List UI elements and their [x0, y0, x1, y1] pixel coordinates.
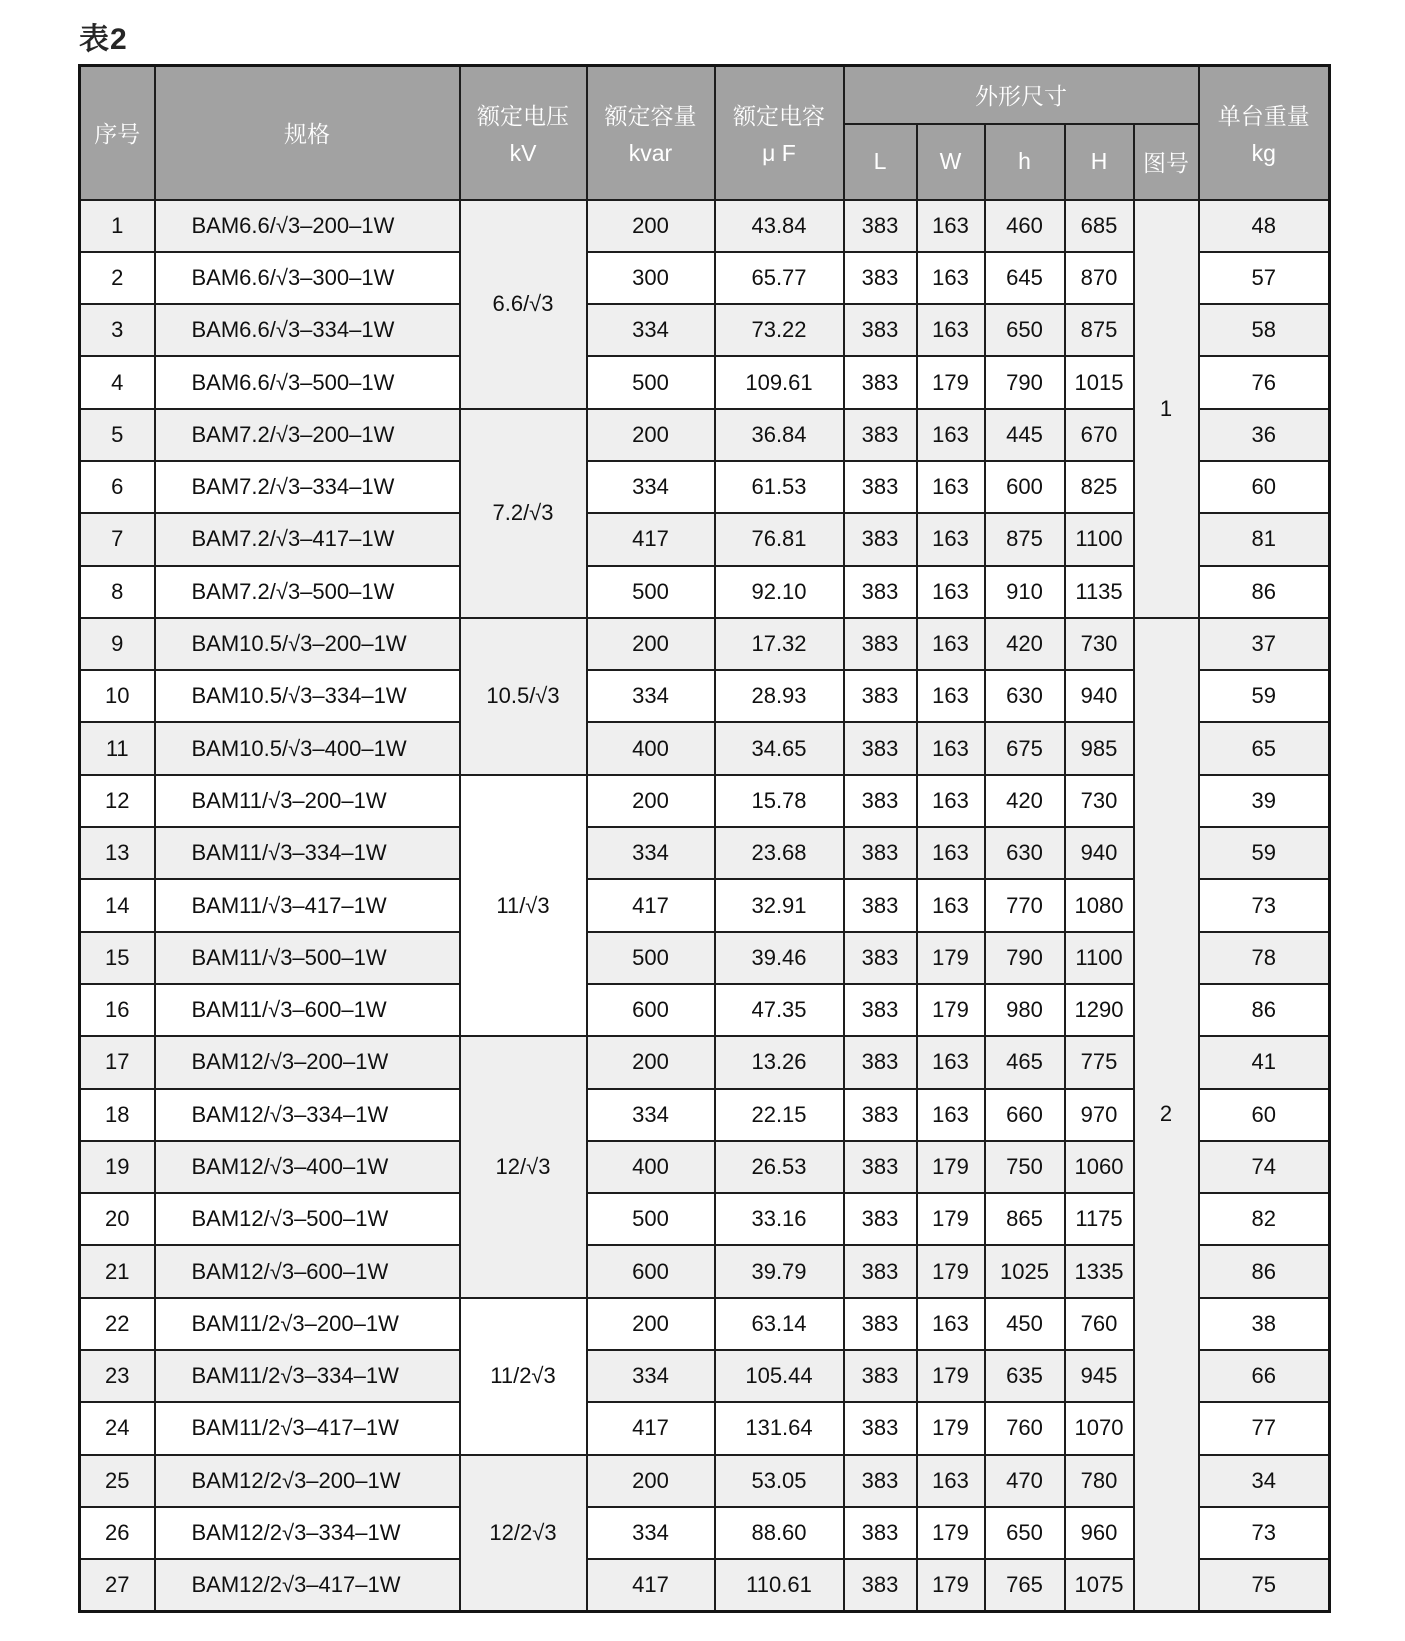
capacity-cell: 200 — [587, 409, 715, 461]
capacity-cell: 200 — [587, 1455, 715, 1507]
dim-w-cell: 179 — [917, 1559, 985, 1611]
dim-w-cell: 163 — [917, 304, 985, 356]
dim-h-big-cell: 685 — [1065, 200, 1134, 252]
dim-h-small-cell: 420 — [985, 618, 1065, 670]
dim-l-cell: 383 — [844, 1402, 917, 1454]
dim-h-small-cell: 910 — [985, 566, 1065, 618]
capacity-cell: 417 — [587, 1559, 715, 1611]
spec-cell: BAM6.6/√3–200–1W — [155, 200, 460, 252]
dim-h-big-cell: 970 — [1065, 1089, 1134, 1141]
serial-cell: 8 — [80, 566, 155, 618]
dim-w-cell: 163 — [917, 461, 985, 513]
dim-w-cell: 163 — [917, 200, 985, 252]
spec-cell: BAM11/√3–200–1W — [155, 775, 460, 827]
weight-cell: 48 — [1199, 200, 1330, 252]
capacitance-cell: 61.53 — [715, 461, 844, 513]
dim-w-cell: 163 — [917, 1298, 985, 1350]
weight-cell: 60 — [1199, 1089, 1330, 1141]
dim-h-small-cell: 650 — [985, 1507, 1065, 1559]
dim-w-cell: 179 — [917, 1507, 985, 1559]
serial-cell: 6 — [80, 461, 155, 513]
weight-cell: 59 — [1199, 827, 1330, 879]
dim-l-cell: 383 — [844, 932, 917, 984]
serial-cell: 3 — [80, 304, 155, 356]
weight-cell: 58 — [1199, 304, 1330, 356]
spec-cell: BAM12/√3–200–1W — [155, 1036, 460, 1088]
weight-cell: 86 — [1199, 566, 1330, 618]
capacitance-cell: 131.64 — [715, 1402, 844, 1454]
dim-l-cell: 383 — [844, 304, 917, 356]
dim-w-cell: 163 — [917, 722, 985, 774]
dim-h-small-cell: 865 — [985, 1193, 1065, 1245]
capacitance-cell: 32.91 — [715, 879, 844, 931]
serial-cell: 18 — [80, 1089, 155, 1141]
spec-cell: BAM11/2√3–200–1W — [155, 1298, 460, 1350]
figure-no-cell: 2 — [1134, 618, 1199, 1612]
dim-w-cell: 179 — [917, 932, 985, 984]
header-rated-voltage-label: 额定电压 — [477, 103, 569, 130]
dim-l-cell: 383 — [844, 566, 917, 618]
capacity-cell: 500 — [587, 932, 715, 984]
header-dim-h-small: h — [985, 124, 1065, 200]
spec-cell: BAM12/√3–600–1W — [155, 1245, 460, 1297]
header-dim-h-big: H — [1065, 124, 1134, 200]
capacity-cell: 334 — [587, 1507, 715, 1559]
serial-cell: 15 — [80, 932, 155, 984]
spec-cell: BAM11/2√3–417–1W — [155, 1402, 460, 1454]
header-unit-weight-unit: kg — [1251, 140, 1276, 167]
dim-h-big-cell: 960 — [1065, 1507, 1134, 1559]
dim-l-cell: 383 — [844, 200, 917, 252]
dim-l-cell: 383 — [844, 252, 917, 304]
dim-w-cell: 163 — [917, 566, 985, 618]
spec-cell: BAM11/√3–417–1W — [155, 879, 460, 931]
capacitance-cell: 109.61 — [715, 356, 844, 408]
dim-l-cell: 383 — [844, 1455, 917, 1507]
capacity-cell: 334 — [587, 1089, 715, 1141]
serial-cell: 11 — [80, 722, 155, 774]
spec-cell: BAM10.5/√3–334–1W — [155, 670, 460, 722]
dim-h-big-cell: 1080 — [1065, 879, 1134, 931]
weight-cell: 60 — [1199, 461, 1330, 513]
dim-h-small-cell: 600 — [985, 461, 1065, 513]
capacitance-cell: 65.77 — [715, 252, 844, 304]
serial-cell: 5 — [80, 409, 155, 461]
dim-h-big-cell: 1100 — [1065, 513, 1134, 565]
spec-cell: BAM11/√3–334–1W — [155, 827, 460, 879]
dim-l-cell: 383 — [844, 1141, 917, 1193]
capacity-cell: 200 — [587, 1298, 715, 1350]
voltage-cell: 12/√3 — [460, 1036, 587, 1297]
dim-l-cell: 383 — [844, 1298, 917, 1350]
dim-h-small-cell: 420 — [985, 775, 1065, 827]
weight-cell: 36 — [1199, 409, 1330, 461]
spec-cell: BAM12/2√3–334–1W — [155, 1507, 460, 1559]
dim-w-cell: 179 — [917, 1245, 985, 1297]
header-unit-weight — [1199, 66, 1330, 200]
serial-cell: 2 — [80, 252, 155, 304]
serial-cell: 26 — [80, 1507, 155, 1559]
dim-h-big-cell: 1175 — [1065, 1193, 1134, 1245]
header-unit-weight-label: 单台重量 — [1217, 103, 1310, 130]
dim-h-small-cell: 770 — [985, 879, 1065, 931]
dim-w-cell: 179 — [917, 1350, 985, 1402]
spec-cell: BAM10.5/√3–400–1W — [155, 722, 460, 774]
spec-cell: BAM7.2/√3–417–1W — [155, 513, 460, 565]
voltage-cell: 6.6/√3 — [460, 200, 587, 409]
dim-h-big-cell: 1075 — [1065, 1559, 1134, 1611]
serial-cell: 23 — [80, 1350, 155, 1402]
dim-h-small-cell: 470 — [985, 1455, 1065, 1507]
dim-h-small-cell: 980 — [985, 984, 1065, 1036]
spec-cell: BAM7.2/√3–334–1W — [155, 461, 460, 513]
dim-w-cell: 179 — [917, 1402, 985, 1454]
capacitance-cell: 88.60 — [715, 1507, 844, 1559]
header-serial: 序号 — [80, 66, 155, 200]
dim-h-big-cell: 825 — [1065, 461, 1134, 513]
weight-cell: 37 — [1199, 618, 1330, 670]
dim-l-cell: 383 — [844, 879, 917, 931]
dim-h-big-cell: 940 — [1065, 670, 1134, 722]
dim-h-big-cell: 730 — [1065, 618, 1134, 670]
capacity-cell: 200 — [587, 1036, 715, 1088]
capacitance-cell: 15.78 — [715, 775, 844, 827]
header-figure-no: 图号 — [1134, 124, 1199, 200]
dim-w-cell: 179 — [917, 1193, 985, 1245]
capacitance-cell: 33.16 — [715, 1193, 844, 1245]
dim-h-small-cell: 765 — [985, 1559, 1065, 1611]
weight-cell: 82 — [1199, 1193, 1330, 1245]
capacitance-cell: 22.15 — [715, 1089, 844, 1141]
dim-w-cell: 163 — [917, 775, 985, 827]
capacity-cell: 334 — [587, 827, 715, 879]
dim-l-cell: 383 — [844, 984, 917, 1036]
header-rated-voltage-unit: kV — [509, 140, 537, 167]
header-rated-capacitance-unit: μ F — [762, 140, 796, 167]
serial-cell: 27 — [80, 1559, 155, 1611]
dim-l-cell: 383 — [844, 1350, 917, 1402]
spec-cell: BAM12/2√3–200–1W — [155, 1455, 460, 1507]
spec-cell: BAM7.2/√3–200–1W — [155, 409, 460, 461]
serial-cell: 25 — [80, 1455, 155, 1507]
serial-cell: 10 — [80, 670, 155, 722]
capacitance-cell: 43.84 — [715, 200, 844, 252]
weight-cell: 73 — [1199, 879, 1330, 931]
header-rated-capacity-label: 额定容量 — [604, 103, 697, 130]
voltage-cell: 11/√3 — [460, 775, 587, 1036]
capacity-cell: 417 — [587, 513, 715, 565]
dim-l-cell: 383 — [844, 1507, 917, 1559]
header-dimensions: 外形尺寸 — [844, 66, 1199, 124]
table-body — [80, 200, 1330, 1612]
dim-w-cell: 179 — [917, 356, 985, 408]
dim-w-cell: 163 — [917, 1455, 985, 1507]
capacitance-cell: 17.32 — [715, 618, 844, 670]
serial-cell: 9 — [80, 618, 155, 670]
capacitance-cell: 92.10 — [715, 566, 844, 618]
dim-h-big-cell: 940 — [1065, 827, 1134, 879]
spec-cell: BAM11/√3–500–1W — [155, 932, 460, 984]
dim-w-cell: 163 — [917, 513, 985, 565]
dim-h-small-cell: 1025 — [985, 1245, 1065, 1297]
capacity-cell: 500 — [587, 356, 715, 408]
header-rated-capacitance — [715, 66, 844, 200]
dim-l-cell: 383 — [844, 1193, 917, 1245]
weight-cell: 38 — [1199, 1298, 1330, 1350]
serial-cell: 12 — [80, 775, 155, 827]
voltage-cell: 11/2√3 — [460, 1298, 587, 1455]
dim-h-small-cell: 460 — [985, 200, 1065, 252]
weight-cell: 75 — [1199, 1559, 1330, 1611]
serial-cell: 16 — [80, 984, 155, 1036]
header-rated-voltage — [460, 66, 587, 200]
figure-no-cell: 1 — [1134, 200, 1199, 618]
spec-cell: BAM6.6/√3–300–1W — [155, 252, 460, 304]
dim-h-big-cell: 945 — [1065, 1350, 1134, 1402]
dim-l-cell: 383 — [844, 409, 917, 461]
spec-cell: BAM12/√3–500–1W — [155, 1193, 460, 1245]
capacity-cell: 334 — [587, 304, 715, 356]
serial-cell: 4 — [80, 356, 155, 408]
capacitance-cell: 39.79 — [715, 1245, 844, 1297]
header-dim-w: W — [917, 124, 985, 200]
weight-cell: 81 — [1199, 513, 1330, 565]
dim-h-big-cell: 1290 — [1065, 984, 1134, 1036]
capacitance-cell: 110.61 — [715, 1559, 844, 1611]
weight-cell: 77 — [1199, 1402, 1330, 1454]
dim-h-small-cell: 645 — [985, 252, 1065, 304]
dim-h-small-cell: 650 — [985, 304, 1065, 356]
serial-cell: 14 — [80, 879, 155, 931]
capacity-cell: 200 — [587, 200, 715, 252]
dim-h-small-cell: 875 — [985, 513, 1065, 565]
serial-cell: 21 — [80, 1245, 155, 1297]
dim-h-small-cell: 465 — [985, 1036, 1065, 1088]
dim-h-small-cell: 750 — [985, 1141, 1065, 1193]
dim-h-big-cell: 870 — [1065, 252, 1134, 304]
dim-w-cell: 163 — [917, 1089, 985, 1141]
serial-cell: 1 — [80, 200, 155, 252]
header-dim-l: L — [844, 124, 917, 200]
capacity-cell: 334 — [587, 670, 715, 722]
dim-w-cell: 163 — [917, 1036, 985, 1088]
dim-h-small-cell: 675 — [985, 722, 1065, 774]
dim-h-big-cell: 670 — [1065, 409, 1134, 461]
dim-h-small-cell: 790 — [985, 932, 1065, 984]
dim-l-cell: 383 — [844, 513, 917, 565]
capacity-cell: 200 — [587, 775, 715, 827]
weight-cell: 86 — [1199, 1245, 1330, 1297]
capacitance-cell: 47.35 — [715, 984, 844, 1036]
capacitance-cell: 36.84 — [715, 409, 844, 461]
dim-h-big-cell: 1100 — [1065, 932, 1134, 984]
dim-l-cell: 383 — [844, 1089, 917, 1141]
capacity-cell: 600 — [587, 984, 715, 1036]
capacity-cell: 417 — [587, 879, 715, 931]
page-title: 表2 — [79, 23, 128, 56]
serial-cell: 24 — [80, 1402, 155, 1454]
dim-h-big-cell: 730 — [1065, 775, 1134, 827]
spec-cell: BAM12/2√3–417–1W — [155, 1559, 460, 1611]
dim-h-big-cell: 1060 — [1065, 1141, 1134, 1193]
dim-h-small-cell: 660 — [985, 1089, 1065, 1141]
dim-h-small-cell: 630 — [985, 827, 1065, 879]
dim-w-cell: 179 — [917, 984, 985, 1036]
spec-table — [78, 64, 1331, 1613]
dim-w-cell: 163 — [917, 409, 985, 461]
dim-l-cell: 383 — [844, 618, 917, 670]
capacitance-cell: 76.81 — [715, 513, 844, 565]
dim-w-cell: 179 — [917, 1141, 985, 1193]
weight-cell: 59 — [1199, 670, 1330, 722]
dim-w-cell: 163 — [917, 827, 985, 879]
header-rated-capacity — [587, 66, 715, 200]
spec-cell: BAM12/√3–400–1W — [155, 1141, 460, 1193]
dim-h-big-cell: 1070 — [1065, 1402, 1134, 1454]
spec-cell: BAM11/√3–600–1W — [155, 984, 460, 1036]
capacitance-cell: 13.26 — [715, 1036, 844, 1088]
dim-w-cell: 163 — [917, 618, 985, 670]
dim-l-cell: 383 — [844, 827, 917, 879]
capacitance-cell: 28.93 — [715, 670, 844, 722]
capacity-cell: 334 — [587, 461, 715, 513]
capacitance-cell: 26.53 — [715, 1141, 844, 1193]
serial-cell: 22 — [80, 1298, 155, 1350]
dim-w-cell: 163 — [917, 879, 985, 931]
dim-h-small-cell: 635 — [985, 1350, 1065, 1402]
header-rated-capacitance-label: 额定电容 — [733, 103, 825, 130]
weight-cell: 74 — [1199, 1141, 1330, 1193]
header-rated-capacity-unit: kvar — [628, 140, 673, 167]
spec-cell: BAM11/2√3–334–1W — [155, 1350, 460, 1402]
weight-cell: 86 — [1199, 984, 1330, 1036]
spec-cell: BAM6.6/√3–334–1W — [155, 304, 460, 356]
serial-cell: 19 — [80, 1141, 155, 1193]
spec-cell: BAM7.2/√3–500–1W — [155, 566, 460, 618]
weight-cell: 78 — [1199, 932, 1330, 984]
capacitance-cell: 63.14 — [715, 1298, 844, 1350]
spec-cell: BAM12/√3–334–1W — [155, 1089, 460, 1141]
serial-cell: 20 — [80, 1193, 155, 1245]
weight-cell: 34 — [1199, 1455, 1330, 1507]
capacitance-cell: 53.05 — [715, 1455, 844, 1507]
spec-cell: BAM6.6/√3–500–1W — [155, 356, 460, 408]
dim-h-big-cell: 1335 — [1065, 1245, 1134, 1297]
weight-cell: 76 — [1199, 356, 1330, 408]
capacitance-cell: 34.65 — [715, 722, 844, 774]
weight-cell: 65 — [1199, 722, 1330, 774]
capacity-cell: 300 — [587, 252, 715, 304]
dim-h-small-cell: 450 — [985, 1298, 1065, 1350]
dim-h-big-cell: 1015 — [1065, 356, 1134, 408]
weight-cell: 39 — [1199, 775, 1330, 827]
serial-cell: 17 — [80, 1036, 155, 1088]
serial-cell: 13 — [80, 827, 155, 879]
dim-l-cell: 383 — [844, 1245, 917, 1297]
voltage-cell: 7.2/√3 — [460, 409, 587, 618]
capacity-cell: 200 — [587, 618, 715, 670]
weight-cell: 66 — [1199, 1350, 1330, 1402]
dim-l-cell: 383 — [844, 1559, 917, 1611]
capacity-cell: 500 — [587, 1193, 715, 1245]
dim-h-big-cell: 1135 — [1065, 566, 1134, 618]
capacity-cell: 400 — [587, 1141, 715, 1193]
dim-l-cell: 383 — [844, 775, 917, 827]
table-row — [80, 618, 1330, 670]
dim-w-cell: 163 — [917, 670, 985, 722]
capacity-cell: 417 — [587, 1402, 715, 1454]
capacity-cell: 600 — [587, 1245, 715, 1297]
weight-cell: 41 — [1199, 1036, 1330, 1088]
weight-cell: 57 — [1199, 252, 1330, 304]
dim-h-small-cell: 790 — [985, 356, 1065, 408]
dim-l-cell: 383 — [844, 356, 917, 408]
voltage-cell: 12/2√3 — [460, 1455, 587, 1612]
dim-h-big-cell: 760 — [1065, 1298, 1134, 1350]
dim-h-small-cell: 630 — [985, 670, 1065, 722]
table-header — [80, 66, 1330, 200]
voltage-cell: 10.5/√3 — [460, 618, 587, 775]
dim-l-cell: 383 — [844, 461, 917, 513]
weight-cell: 73 — [1199, 1507, 1330, 1559]
dim-w-cell: 163 — [917, 252, 985, 304]
spec-cell: BAM10.5/√3–200–1W — [155, 618, 460, 670]
dim-h-small-cell: 760 — [985, 1402, 1065, 1454]
capacitance-cell: 39.46 — [715, 932, 844, 984]
capacitance-cell: 23.68 — [715, 827, 844, 879]
dim-l-cell: 383 — [844, 1036, 917, 1088]
dim-h-big-cell: 775 — [1065, 1036, 1134, 1088]
capacitance-cell: 105.44 — [715, 1350, 844, 1402]
capacitance-cell: 73.22 — [715, 304, 844, 356]
table-row — [80, 200, 1330, 252]
serial-cell: 7 — [80, 513, 155, 565]
capacity-cell: 400 — [587, 722, 715, 774]
capacity-cell: 334 — [587, 1350, 715, 1402]
dim-h-big-cell: 780 — [1065, 1455, 1134, 1507]
capacity-cell: 500 — [587, 566, 715, 618]
header-spec: 规格 — [155, 66, 460, 200]
dim-h-big-cell: 985 — [1065, 722, 1134, 774]
dim-h-big-cell: 875 — [1065, 304, 1134, 356]
dim-h-small-cell: 445 — [985, 409, 1065, 461]
dim-l-cell: 383 — [844, 670, 917, 722]
dim-l-cell: 383 — [844, 722, 917, 774]
